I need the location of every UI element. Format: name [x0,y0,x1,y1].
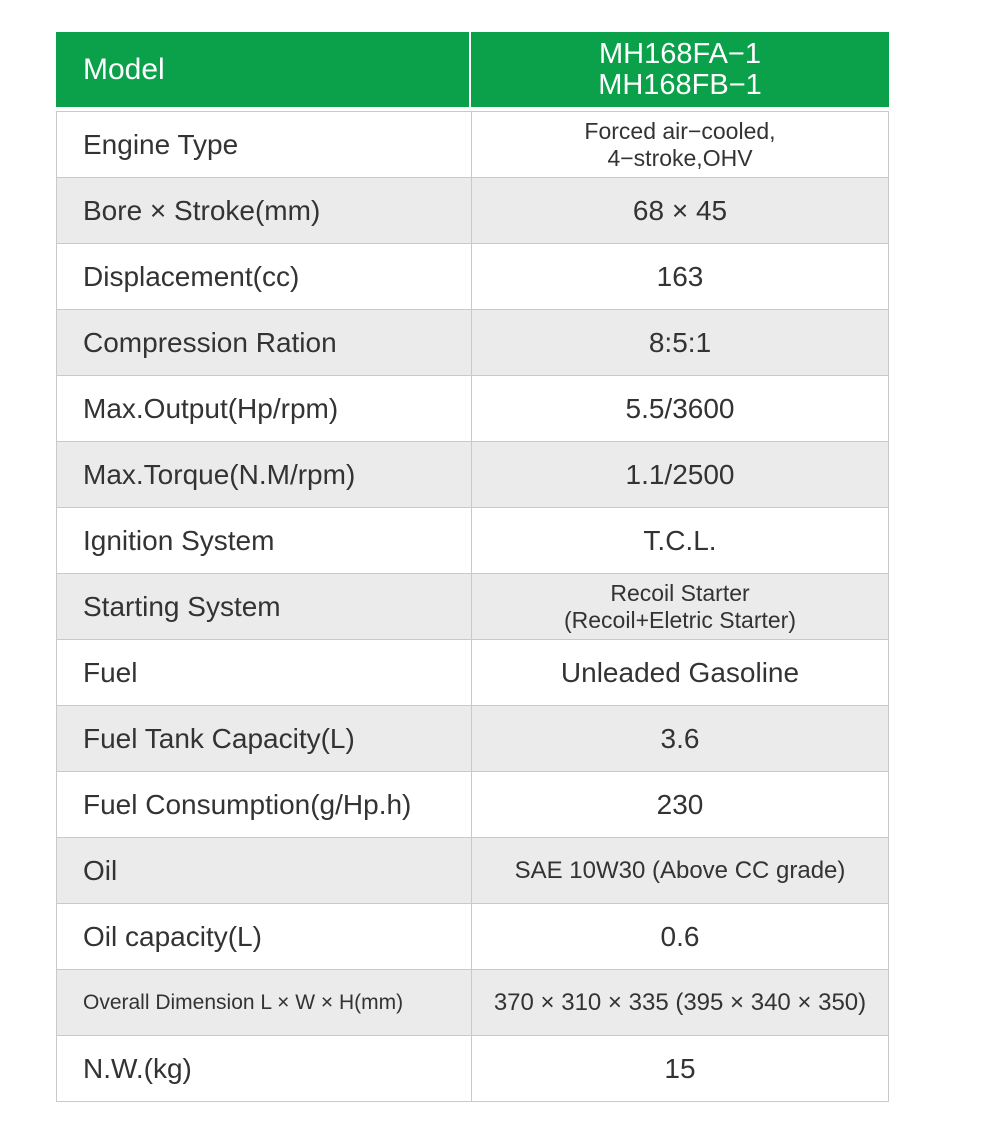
row-label: Bore × Stroke(mm) [57,178,472,243]
table-row [57,244,888,310]
spec-rows [56,111,889,1102]
value-line: 163 [656,260,704,292]
table-row [57,376,888,442]
value-line: 370 × 310 × 335 (395 × 340 × 350) [493,988,867,1016]
row-label: Starting System [57,574,472,639]
table-row [57,904,888,970]
row-value [472,706,888,771]
table-row [57,1036,888,1102]
value-line: 0.6 [660,920,700,952]
table-row [57,970,888,1036]
row-label: Displacement(cc) [57,244,472,309]
row-value [472,508,888,573]
row-label: Ignition System [57,508,472,573]
header-label: Model [56,32,471,107]
spec-table [56,32,889,1102]
row-label: Overall Dimension L × W × H(mm) [57,970,472,1035]
value-line: 3.6 [660,722,700,754]
value-line: 8:5:1 [648,326,712,358]
row-label: Oil [57,838,472,903]
value-line: (Recoil+Eletric Starter) [564,606,796,633]
value-line: T.C.L. [643,524,717,556]
value-line: 1.1/2500 [625,458,735,490]
table-row [57,178,888,244]
row-value [472,640,888,705]
row-value [472,1036,888,1101]
row-value [472,970,888,1035]
row-label: Fuel Tank Capacity(L) [57,706,472,771]
table-row [57,112,888,178]
table-row [57,640,888,706]
model-line: MH168FB−1 [598,68,762,101]
row-value [472,178,888,243]
row-value [472,772,888,837]
value-line: 15 [664,1052,696,1084]
row-label: Max.Torque(N.M/rpm) [57,442,472,507]
model-line: MH168FA−1 [598,37,761,70]
row-value [472,310,888,375]
row-label: N.W.(kg) [57,1036,472,1101]
value-line: SAE 10W30 (Above CC grade) [514,856,846,884]
row-value [472,376,888,441]
value-line: 68 × 45 [632,194,728,226]
row-label: Engine Type [57,112,472,177]
row-value [472,574,888,639]
row-label: Compression Ration [57,310,472,375]
row-label: Fuel Consumption(g/Hp.h) [57,772,472,837]
header-model-values [471,32,889,107]
table-header [56,32,889,111]
row-value [472,838,888,903]
value-line: 4−stroke,OHV [607,144,753,171]
table-row [57,574,888,640]
value-line: 5.5/3600 [625,392,735,424]
value-line: Unleaded Gasoline [560,656,800,688]
row-value [472,904,888,969]
row-label: Oil capacity(L) [57,904,472,969]
table-row [57,508,888,574]
row-label: Fuel [57,640,472,705]
value-line: Recoil Starter [610,579,750,606]
table-row [57,442,888,508]
row-value [472,244,888,309]
value-line: 230 [656,788,704,820]
table-row [57,772,888,838]
row-value [472,442,888,507]
table-row [57,838,888,904]
table-row [57,706,888,772]
value-line: Forced air−cooled, [584,117,776,144]
table-row [57,310,888,376]
row-label: Max.Output(Hp/rpm) [57,376,472,441]
row-value [472,112,888,177]
